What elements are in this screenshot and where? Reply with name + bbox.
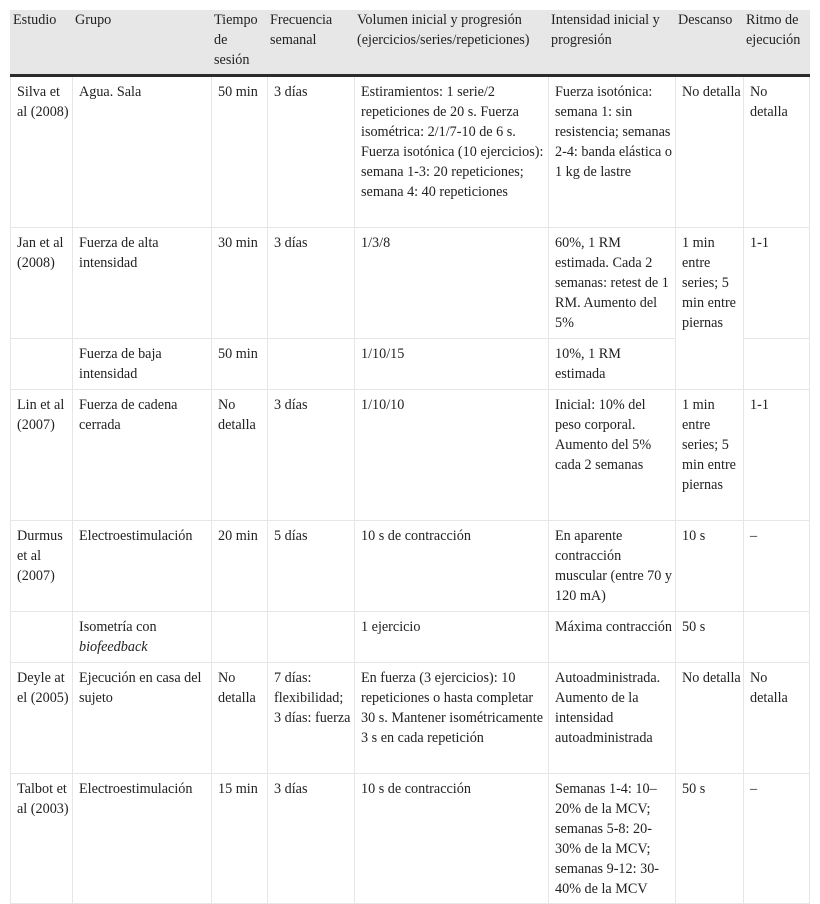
cell-frecuencia: 3 días (268, 390, 355, 521)
header-descanso: Descanso (676, 10, 744, 76)
header-row (11, 10, 810, 76)
cell-descanso: 1 min entre series; 5 min entre piernas (676, 390, 744, 521)
cell-grupo: Fuerza de baja intensidad (73, 339, 212, 390)
header-estudio: Estudio (11, 10, 73, 76)
table-row (11, 390, 810, 521)
header-tiempo: Tiempo de sesión (212, 10, 268, 76)
cell-ritmo: No detalla (744, 663, 810, 774)
cell-ritmo (744, 339, 810, 390)
cell-descanso: 10 s (676, 521, 744, 612)
table-row (11, 774, 810, 904)
cell-intensidad: Máxima contracción (549, 612, 676, 663)
cell-grupo (73, 612, 212, 663)
cell-intensidad: 60%, 1 RM estimada. Cada 2 semanas: retest de 1 RM. Aumento del 5% (549, 228, 676, 339)
cell-volumen: 10 s de contracción (355, 774, 549, 904)
cell-descanso: No detalla (676, 663, 744, 774)
cell-frecuencia: 3 días (268, 228, 355, 339)
table-row (11, 228, 810, 339)
table-row (11, 521, 810, 612)
cell-estudio: Deyle at el (2005) (11, 663, 73, 774)
table-row (11, 76, 810, 228)
cell-ritmo: No detalla (744, 76, 810, 228)
cell-ritmo: 1-1 (744, 228, 810, 339)
grupo-emphasis: biofeedback (79, 639, 148, 655)
cell-frecuencia (268, 612, 355, 663)
header-ritmo: Ritmo de ejecución (744, 10, 810, 76)
cell-volumen: 10 s de contracción (355, 521, 549, 612)
cell-tiempo: No detalla (212, 390, 268, 521)
cell-volumen: Estiramientos: 1 serie/2 repeticiones de 20 s. Fuerza isométrica: 2/1/7-10 de 6 s. Fuerza isotónica (10 ejercicios): semana 1-3: 20 repeticiones; semana 4: 40 repeticiones (355, 76, 549, 228)
cell-estudio: Jan et al (2008) (11, 228, 73, 339)
cell-grupo: Ejecución en casa del sujeto (73, 663, 212, 774)
cell-intensidad: 10%, 1 RM estimada (549, 339, 676, 390)
cell-ritmo: – (744, 521, 810, 612)
cell-intensidad: Fuerza isotónica: semana 1: sin resistencia; semanas 2-4: banda elástica o 1 kg de lastre (549, 76, 676, 228)
cell-volumen: 1/10/10 (355, 390, 549, 521)
cell-descanso: 1 min entre series; 5 min entre piernas (676, 228, 744, 390)
cell-tiempo: 50 min (212, 76, 268, 228)
cell-estudio: Lin et al (2007) (11, 390, 73, 521)
cell-grupo: Electroestimulación (73, 521, 212, 612)
cell-intensidad: En aparente contracción muscular (entre 70 y 120 mA) (549, 521, 676, 612)
cell-ritmo: 1-1 (744, 390, 810, 521)
exercise-protocols-table (10, 10, 810, 904)
cell-descanso: 50 s (676, 612, 744, 663)
header-grupo: Grupo (73, 10, 212, 76)
cell-tiempo (212, 612, 268, 663)
cell-estudio: Talbot et al (2003) (11, 774, 73, 904)
cell-volumen: 1/3/8 (355, 228, 549, 339)
table-row (11, 663, 810, 774)
cell-grupo: Fuerza de cadena cerrada (73, 390, 212, 521)
cell-descanso: No detalla (676, 76, 744, 228)
grupo-text: Isometría con (79, 619, 157, 635)
cell-frecuencia: 7 días: flexibilidad; 3 días: fuerza (268, 663, 355, 774)
cell-intensidad: Autoadministrada. Aumento de la intensidad autoadministrada (549, 663, 676, 774)
cell-grupo: Agua. Sala (73, 76, 212, 228)
cell-tiempo: 50 min (212, 339, 268, 390)
cell-frecuencia: 5 días (268, 521, 355, 612)
cell-frecuencia: 3 días (268, 76, 355, 228)
cell-tiempo: No detalla (212, 663, 268, 774)
cell-tiempo: 30 min (212, 228, 268, 339)
cell-estudio: Silva et al (2008) (11, 76, 73, 228)
cell-volumen: En fuerza (3 ejercicios): 10 repeticiones o hasta completar 30 s. Mantener isométricamente 3 s en cada repetición (355, 663, 549, 774)
cell-ritmo: – (744, 774, 810, 904)
header-volumen: Volumen inicial y progresión (ejercicios/series/repeticiones) (355, 10, 549, 76)
table-row (11, 612, 810, 663)
cell-volumen: 1/10/15 (355, 339, 549, 390)
cell-intensidad: Inicial: 10% del peso corporal. Aumento del 5% cada 2 semanas (549, 390, 676, 521)
cell-grupo: Electroestimulación (73, 774, 212, 904)
cell-estudio (11, 612, 73, 663)
cell-grupo: Fuerza de alta intensidad (73, 228, 212, 339)
cell-intensidad: Semanas 1-4: 10–20% de la MCV; semanas 5-8: 20-30% de la MCV; semanas 9-12: 30-40% de la MCV (549, 774, 676, 904)
cell-tiempo: 15 min (212, 774, 268, 904)
cell-tiempo: 20 min (212, 521, 268, 612)
cell-frecuencia (268, 339, 355, 390)
cell-ritmo (744, 612, 810, 663)
cell-volumen: 1 ejercicio (355, 612, 549, 663)
cell-estudio (11, 339, 73, 390)
cell-descanso: 50 s (676, 774, 744, 904)
header-intensidad: Intensidad inicial y progresión (549, 10, 676, 76)
header-frecuencia: Frecuencia semanal (268, 10, 355, 76)
cell-estudio: Durmus et al (2007) (11, 521, 73, 612)
cell-frecuencia: 3 días (268, 774, 355, 904)
